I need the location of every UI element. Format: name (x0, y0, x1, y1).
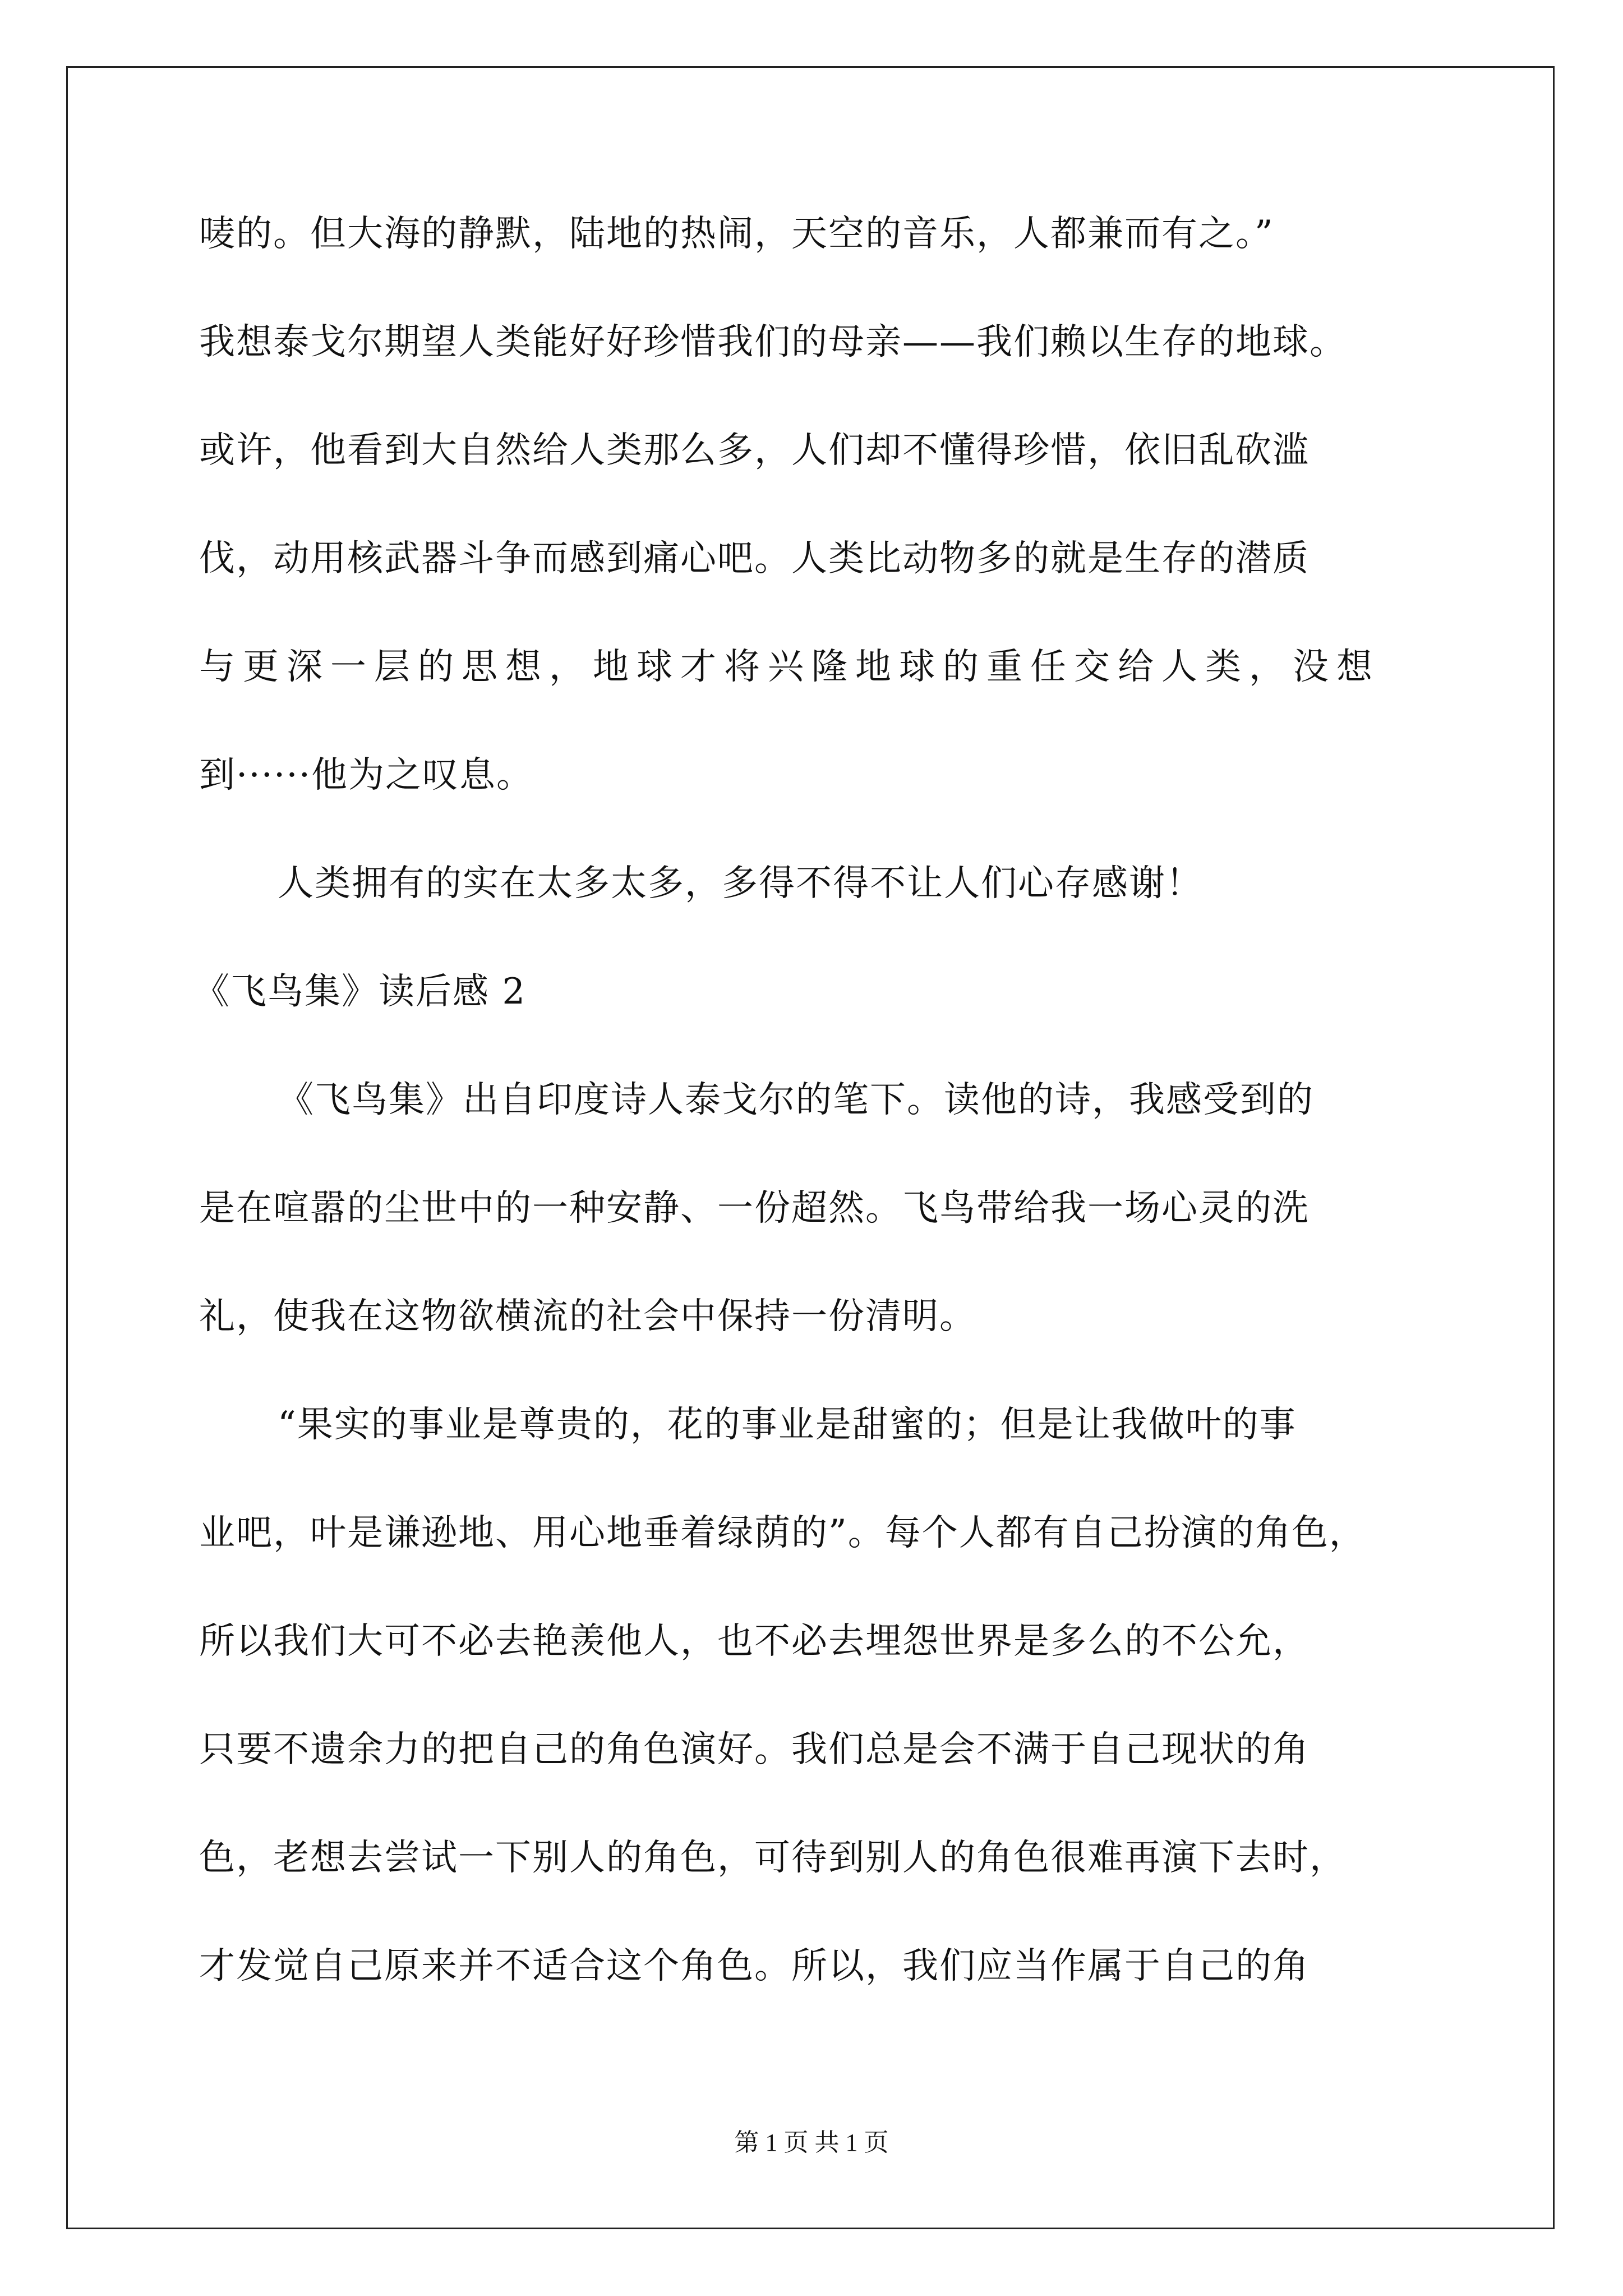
section-heading: 《飞鸟集》读后感 2 (193, 971, 527, 1013)
text-line: 我想泰戈尔期望人类能好好珍惜我们的母亲——我们赖以生存的地球。 (199, 321, 1347, 363)
text-line: 礼，使我在这物欲横流的社会中保持一份清明。 (199, 1296, 976, 1337)
text-line: 所以我们大可不必去艳羡他人，也不必去埋怨世界是多么的不公允， (199, 1621, 1310, 1662)
paragraph-line: 人类拥有的实在太多太多，多得不得不让人们心存感谢！ (278, 863, 1203, 904)
text-line: 业吧，叶是谦逊地、用心地垂着绿荫的”。每个人都有自己扮演的角色， (199, 1512, 1366, 1554)
text-line: 只要不遗余力的把自己的角色演好。我们总是会不满于自己现状的角 (199, 1729, 1310, 1770)
text-line: 与更深一层的思想，地球才将兴隆地球的重任交给人类，没想 (199, 646, 1380, 688)
page-footer: 第 1 页 共 1 页 (734, 2129, 889, 2156)
paragraph-line: “果实的事业是尊贵的，花的事业是甜蜜的；但是让我做叶的事 (278, 1404, 1297, 1446)
text-line: 唛的。但大海的静默，陆地的热闹，天空的音乐，人都兼而有之。” (199, 213, 1274, 255)
page-border (66, 66, 1555, 2229)
paragraph-line: 《飞鸟集》出自印度诗人泰戈尔的笔下。读他的诗，我感受到的 (278, 1079, 1314, 1121)
text-line: 才发觉自己原来并不适合这个角色。所以，我们应当作属于自己的角 (199, 1945, 1310, 1987)
text-line: 或许，他看到大自然给人类那么多，人们却不懂得珍惜，依旧乱砍滥 (199, 430, 1310, 471)
text-line: 到······他为之叹息。 (199, 754, 534, 796)
text-line: 是在喧嚣的尘世中的一种安静、一份超然。飞鸟带给我一场心灵的洗 (199, 1188, 1310, 1229)
text-line: 色，老想去尝试一下别人的角色，可待到别人的角色很难再演下去时， (199, 1837, 1347, 1879)
text-line: 伐，动用核武器斗争而感到痛心吧。人类比动物多的就是生存的潜质 (199, 538, 1310, 579)
